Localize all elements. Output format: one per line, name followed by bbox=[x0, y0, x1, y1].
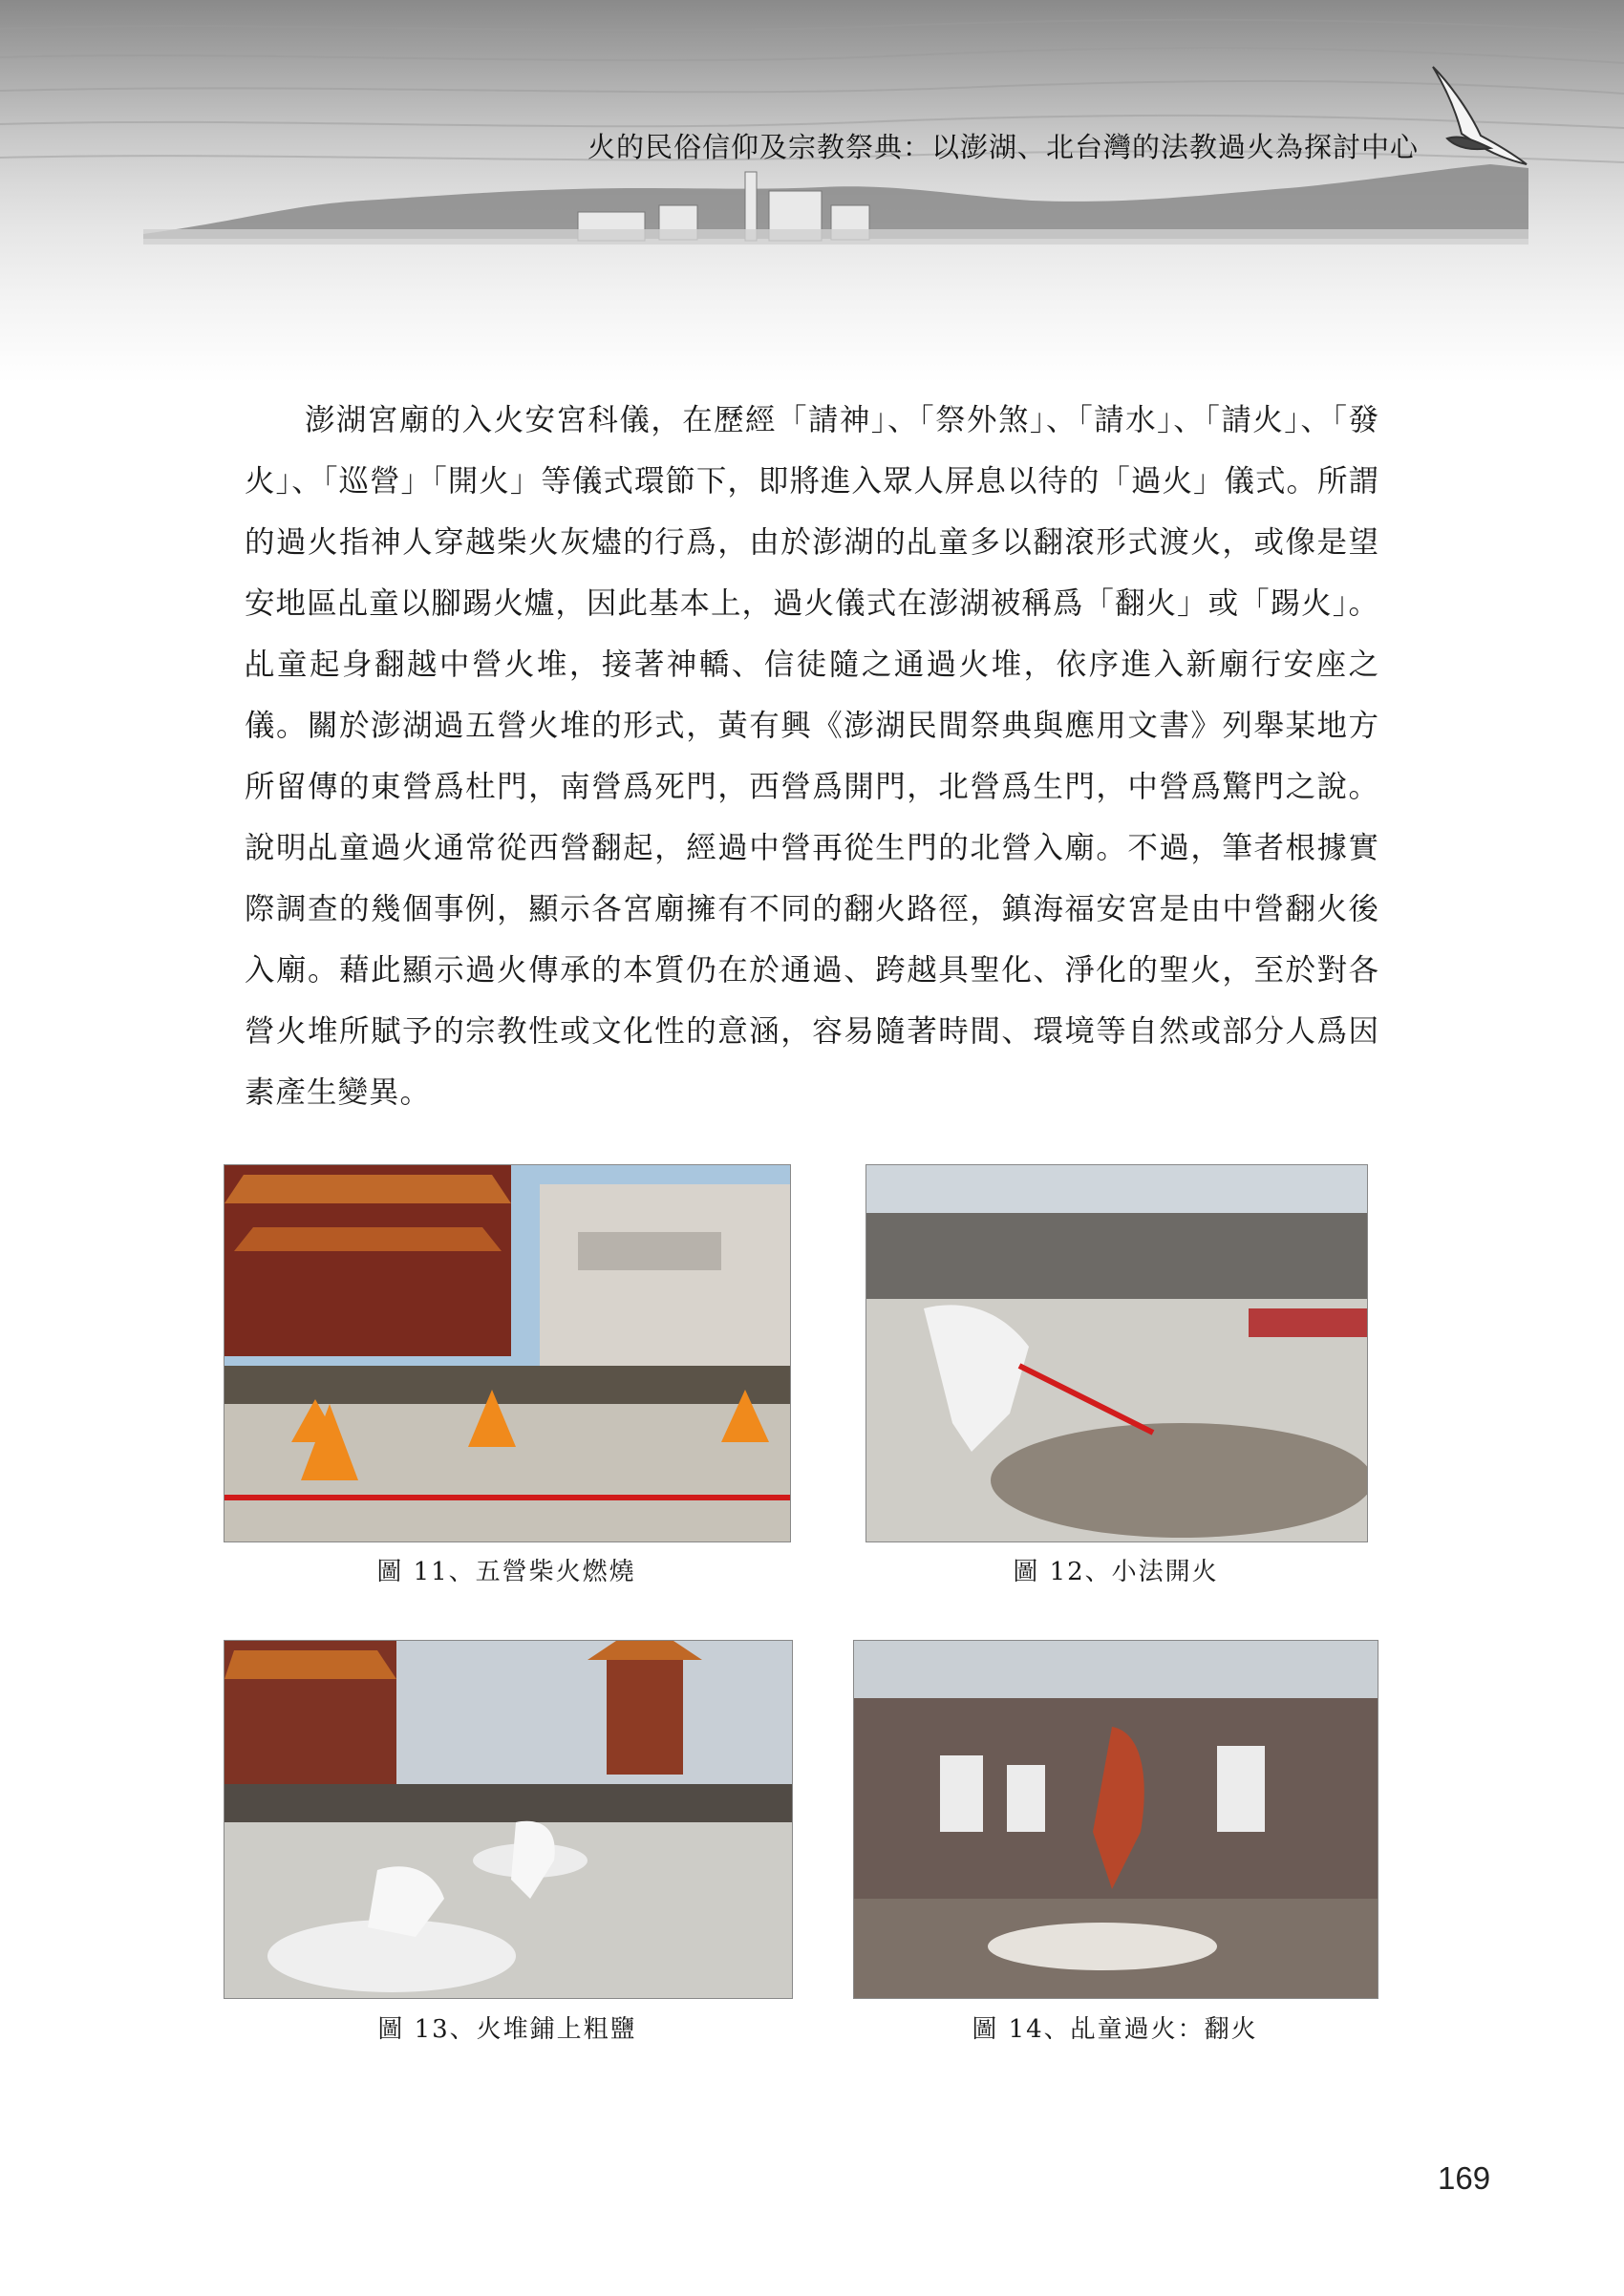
figure-13-photo bbox=[224, 1640, 793, 1999]
figure-14-photo bbox=[853, 1640, 1378, 1999]
figure-13-caption: 圖 13、火堆鋪上粗鹽 bbox=[377, 2015, 637, 2044]
figure-11-photo bbox=[224, 1164, 791, 1542]
figure-12-photo bbox=[865, 1164, 1368, 1542]
header-banner bbox=[0, 0, 1624, 382]
figure-11-caption: 圖 11、五營柴火燃燒 bbox=[376, 1558, 636, 1586]
figure-12-caption: 圖 12、小法開火 bbox=[1013, 1558, 1219, 1586]
header-seascape-image bbox=[0, 0, 1624, 382]
seagull-icon bbox=[1433, 67, 1527, 164]
page-number: 169 bbox=[1438, 2160, 1491, 2196]
body-paragraph-text: 澎湖宮廟的入火安宮科儀，在歷經「請神」、「祭外煞」、「請水」、「請火」、「發火」、「巡營」「開火」等儀式環節下，即將進入眾人屏息以待的「過火」儀式。所謂的過火指神人穿越柴火灰燼的行爲，由於澎湖的乩童多以翻滾形式渡火，或像是望安地區乩童以腳踢火爐，因此基本上，過火儀式在澎湖被稱爲「翻火」或「踢火」。乩童起身翻越中營火堆，接著神轎、信徒隨之通過火堆，依序進入新廟行安座之儀。關於澎湖過五營火堆的形式，黃有興《澎湖民間祭典與應用文書》列舉某地方所留傳的東營爲杜門，南營爲死門，西營爲開門，北營爲生門，中營爲驚門之說。說明乩童過火通常從西營翻起，經過中營再從生門的北營入廟。不過，筆者根據實際調查的幾個事例，顯示各宮廟擁有不同的翻火路徑，鎮海福安宮是由中營翻火後入廟。藉此顯示過火傳承的本質仍在於通過、跨越具聖化、淨化的聖火，至於對各營火堆所賦予的宗教性或文化性的意涵，容易隨著時間、環境等自然或部分人爲因素產生變異。 bbox=[245, 403, 1379, 1110]
running-title: 火的民俗信仰及宗教祭典：以澎湖、北台灣的法教過火為探討中心 bbox=[587, 131, 1419, 163]
figure-14-caption: 圖 14、乩童過火：翻火 bbox=[972, 2015, 1258, 2044]
body-paragraph bbox=[245, 390, 1379, 1123]
